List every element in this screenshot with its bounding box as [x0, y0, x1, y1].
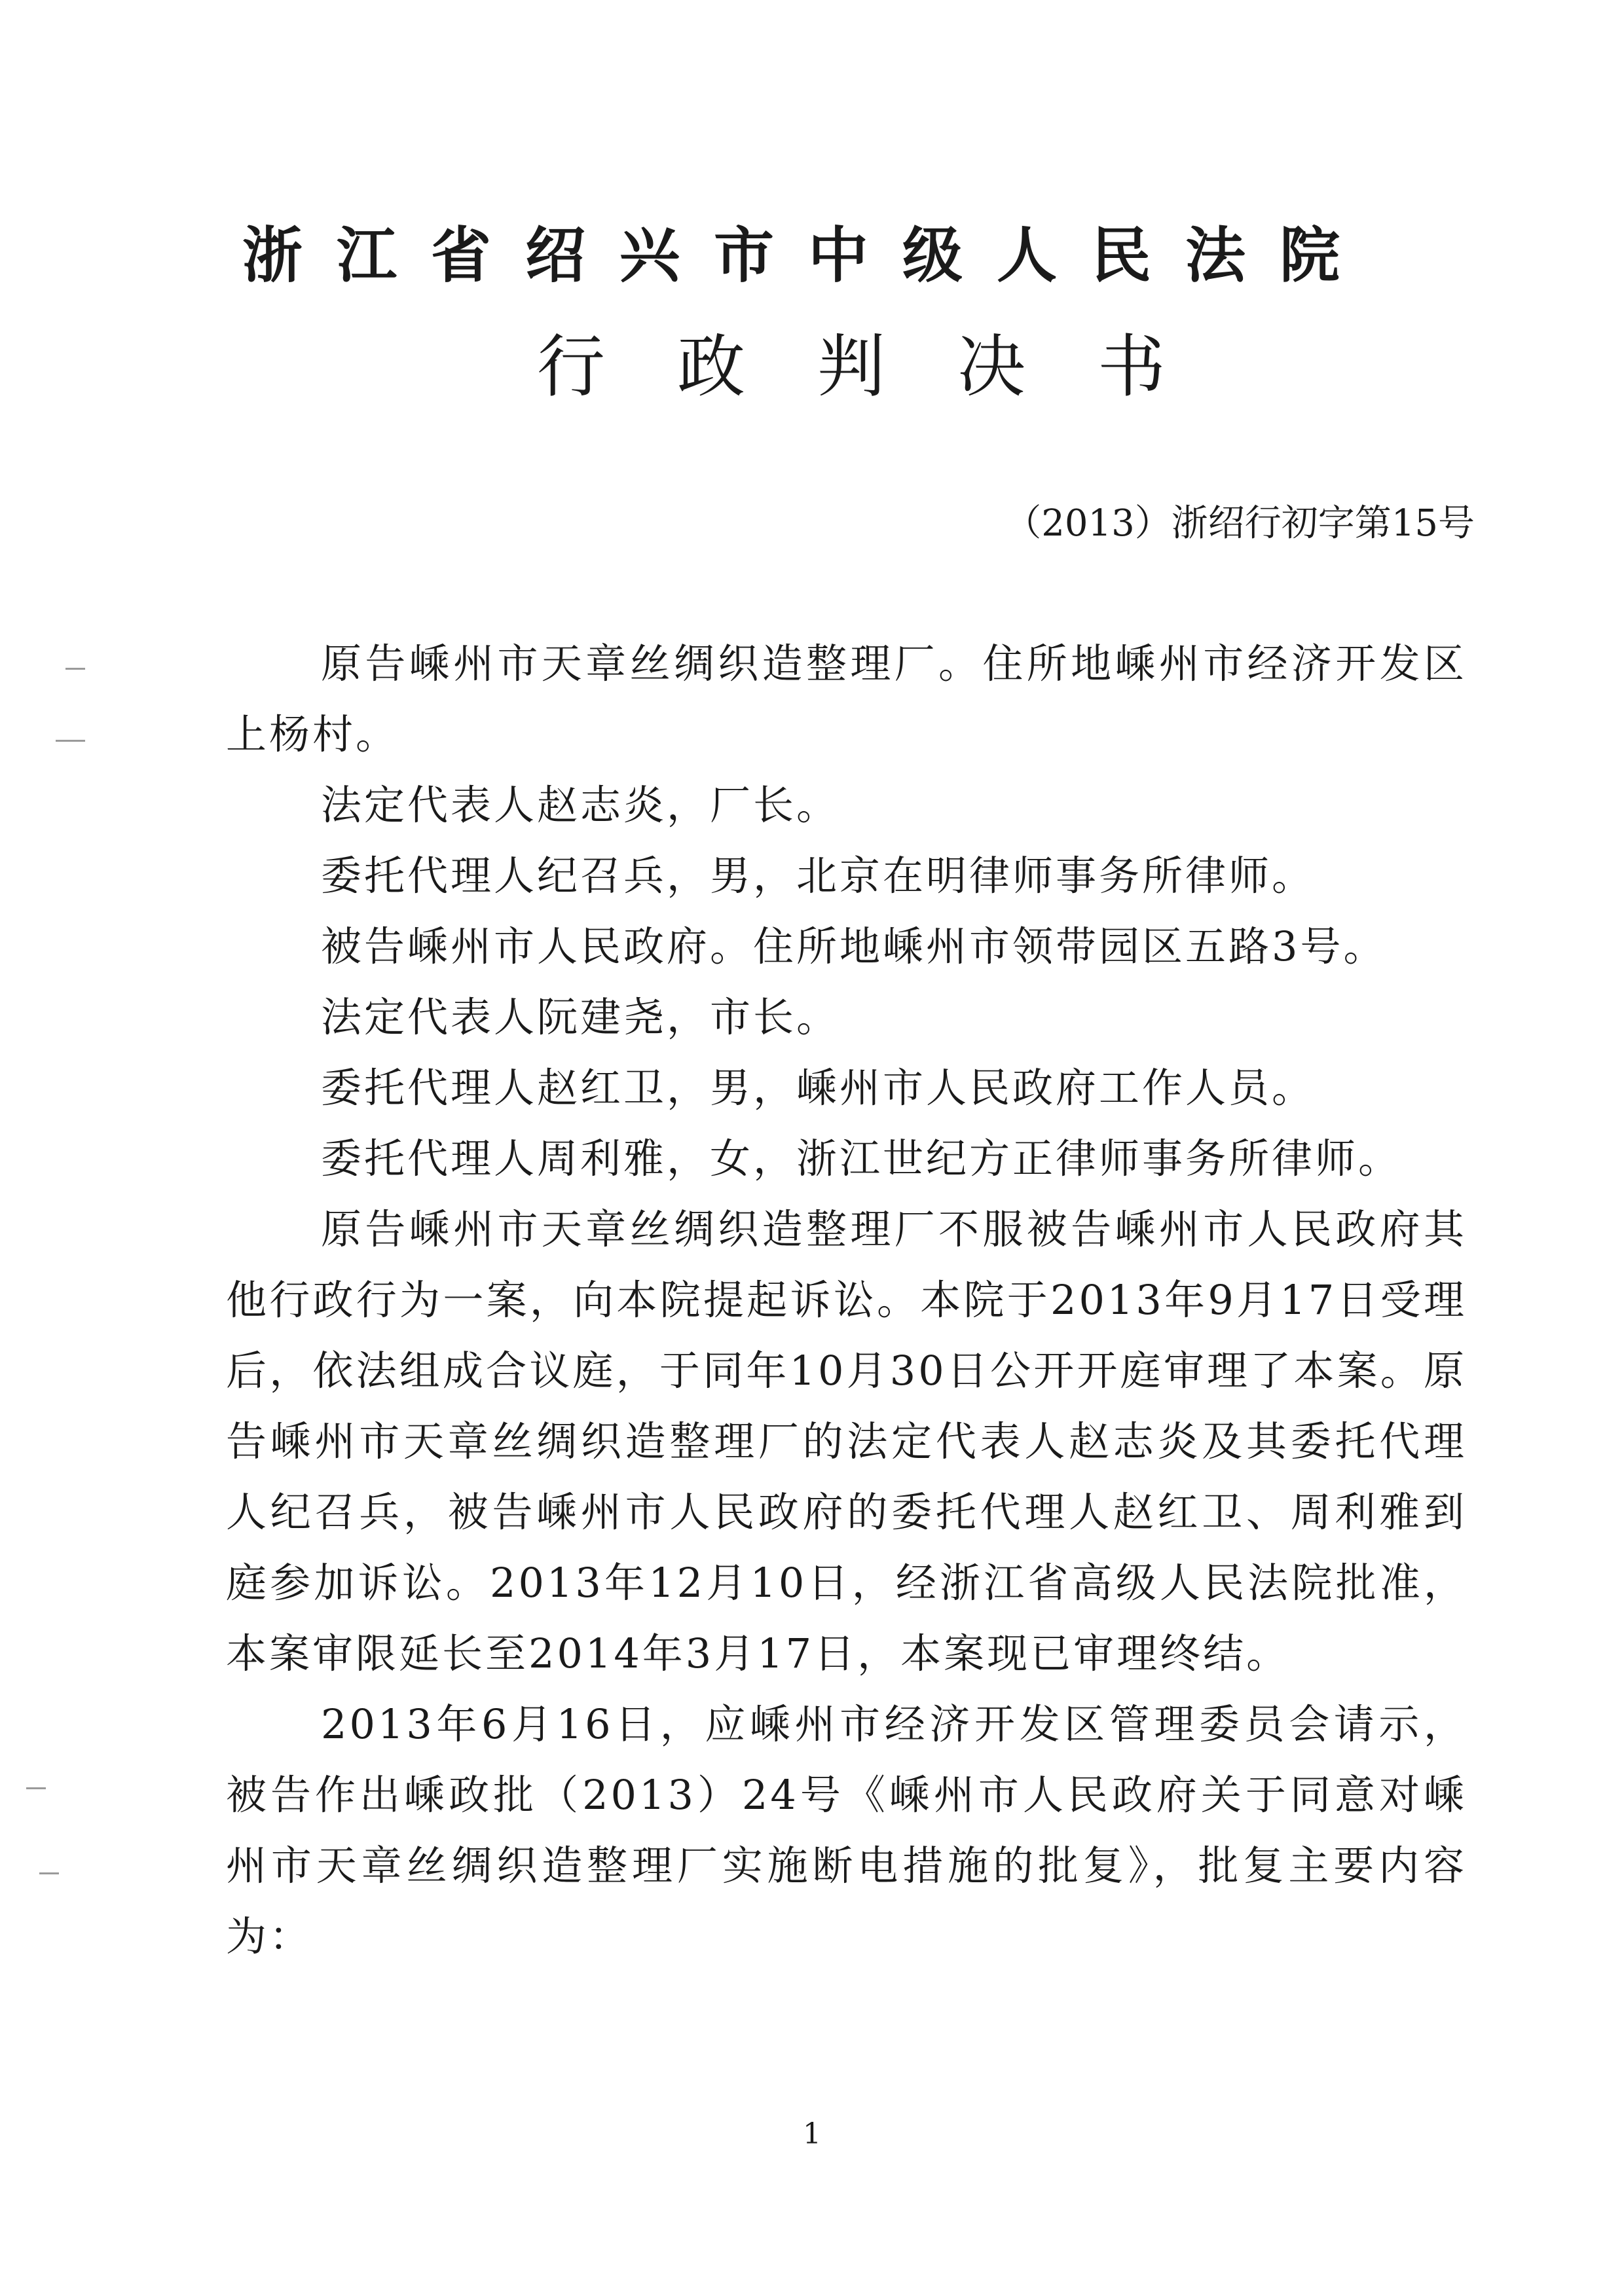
plaintiff-paragraph: 原告嵊州市天章丝绸织造整理厂。住所地嵊州市经济开发区上杨村。 — [226, 640, 1467, 758]
case-facts-paragraph: 2013年6月16日，应嵊州市经济开发区管理委员会请示，被告作出嵊政批（2013）24号《嵊州市人民政府关于同意对嵊州市天章丝绸织造整理厂实施断电措施的批复》，批复主要内容为： — [226, 1700, 1467, 1960]
scan-speck — [39, 1872, 59, 1874]
document-type-title: 行政判决书 — [537, 327, 1238, 407]
defendant-agent-1: 委托代理人赵红卫，男，嵊州市人民政府工作人员。 — [321, 1064, 1316, 1112]
judgment-body — [226, 629, 1467, 1972]
defendant-paragraph: 被告嵊州市人民政府。住所地嵊州市领带园区五路3号。 — [321, 922, 1387, 970]
plaintiff-legal-representative: 法定代表人赵志炎，厂长。 — [321, 781, 840, 829]
scan-speck — [56, 740, 85, 742]
scan-speck — [26, 1787, 46, 1789]
court-name: 浙江省绍兴市中级人民法院 — [242, 220, 1375, 291]
plaintiff-agent: 委托代理人纪召兵，男，北京在明律师事务所律师。 — [321, 852, 1316, 900]
case-procedure-paragraph: 原告嵊州市天章丝绸织造整理厂不服被告嵊州市人民政府其他行政行为一案，向本院提起诉讼。本院于2013年9月17日受理后，依法组成合议庭，于同年10月30日公开开庭审理了本案。原告嵊州市天章丝绸织造整理厂的法定代表人赵志炎及其委托代理人纪召兵，被告嵊州市人民政府的委托代理人赵红卫、周利雅到庭参加诉讼。2013年12月10日，经浙江省高级人民法院批准，本案审限延长至2014年3月17日，本案现已审理终结。 — [226, 1205, 1467, 1677]
scan-speck — [65, 668, 85, 670]
page-number: 1 — [803, 2117, 821, 2151]
case-number: （2013）浙绍行初字第15号 — [1005, 502, 1475, 545]
defendant-agent-2: 委托代理人周利雅，女，浙江世纪方正律师事务所律师。 — [321, 1135, 1402, 1182]
defendant-legal-representative: 法定代表人阮建尧，市长。 — [321, 993, 840, 1041]
